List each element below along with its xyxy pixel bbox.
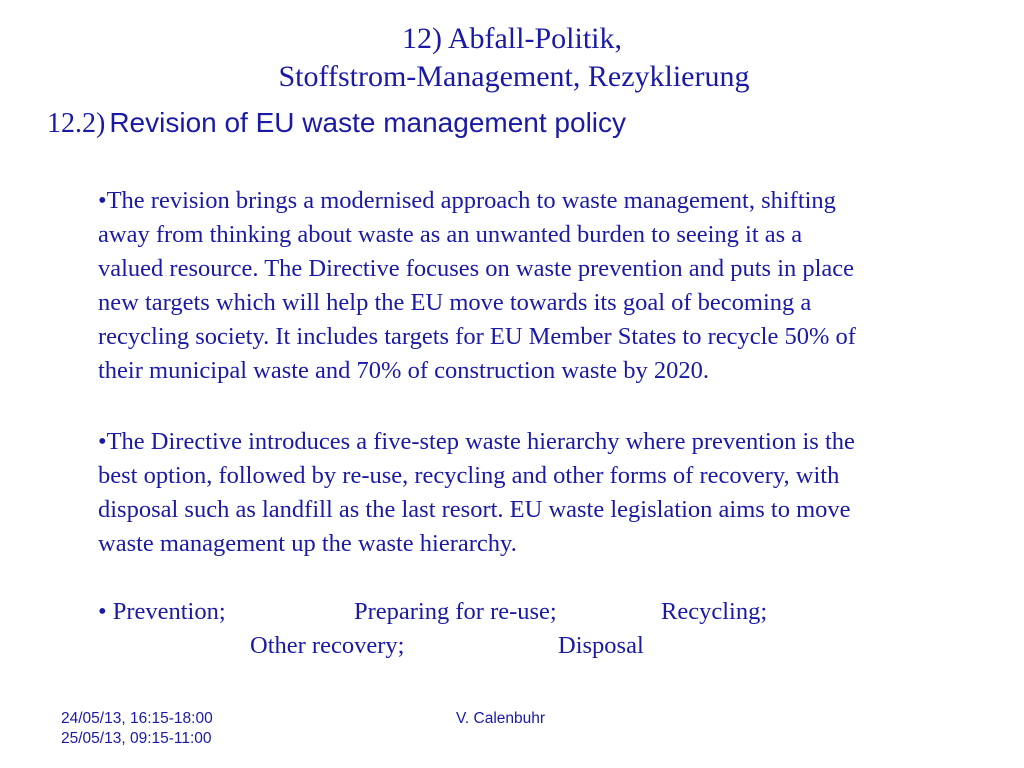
slide-title-line-2: Stoffstrom-Management, Rezyklierung (278, 60, 750, 93)
paragraph-hierarchy (98, 425, 993, 561)
paragraph-line: •The revision brings a modernised approach to waste management, shifting (98, 187, 836, 214)
subtitle-text: Revision of EU waste management policy (109, 107, 627, 138)
paragraph-line: best option, followed by re-use, recycling and other forms of recovery, with (98, 462, 840, 489)
slide-title-line-1: 12) Abfall-Politik, (402, 22, 622, 55)
step-prevention: • Prevention; (98, 598, 226, 625)
paragraph-line: recycling society. It includes targets for EU Member States to recycle 50% of (98, 323, 856, 350)
paragraph-line: disposal such as landfill as the last resort. EU waste legislation aims to move (98, 496, 851, 523)
slide-subtitle (47, 104, 626, 147)
step-recycling: Recycling; (661, 598, 768, 625)
paragraph-line: their municipal waste and 70% of construction waste by 2020. (98, 357, 709, 384)
step-preparing-for-reuse: Preparing for re-use; (354, 598, 557, 625)
paragraph-revision (98, 184, 993, 388)
paragraph-line: valued resource. The Directive focuses on waste prevention and puts in place (98, 255, 855, 282)
paragraph-line: new targets which will help the EU move towards its goal of becoming a (98, 289, 812, 316)
step-disposal: Disposal (558, 632, 644, 659)
paragraph-line: waste management up the waste hierarchy. (98, 530, 517, 557)
footer-author: V. Calenbuhr (456, 710, 546, 727)
paragraph-line: away from thinking about waste as an unwanted burden to seeing it as a (98, 221, 803, 248)
footer-dates (61, 709, 213, 749)
footer-date-line-1: 24/05/13, 16:15-18:00 (61, 710, 213, 727)
paragraph-line: •The Directive introduces a five-step waste hierarchy where prevention is the (98, 428, 855, 455)
waste-hierarchy-steps (98, 595, 993, 663)
step-other-recovery: Other recovery; (250, 632, 405, 659)
footer-date-line-2: 25/05/13, 09:15-11:00 (61, 730, 212, 747)
subtitle-number: 12.2) (47, 108, 106, 139)
